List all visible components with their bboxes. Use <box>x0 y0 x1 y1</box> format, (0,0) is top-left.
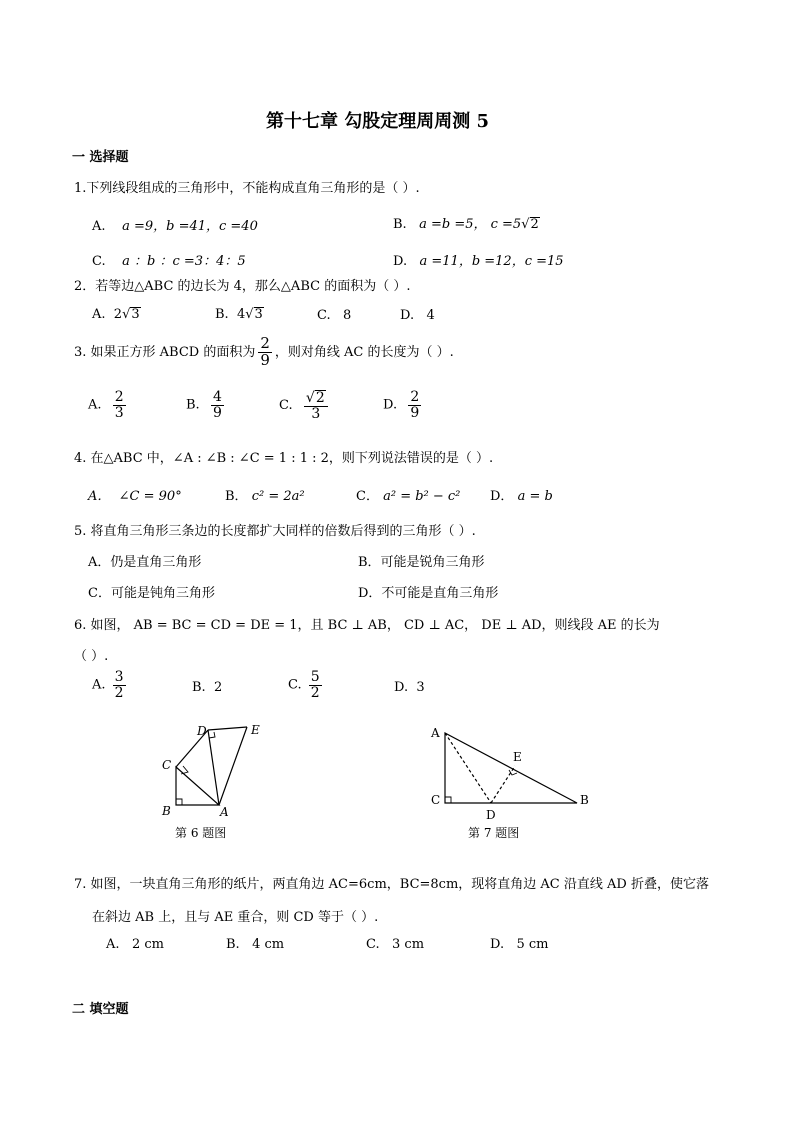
q7-stem-line2: 在斜边 AB 上，且与 AE 重合，则 CD 等于（ ）. <box>92 910 379 925</box>
fig6-label-e: E <box>251 723 260 737</box>
q4-option-b: B． c² = 2a² <box>225 489 305 504</box>
fig6-label-c: C <box>162 758 172 772</box>
fig7-label-c: C <box>431 793 441 807</box>
fig7-label-b: B <box>580 793 589 807</box>
q6-option-b: B. 2 <box>192 680 223 695</box>
fig7-triangle-acb <box>445 733 577 803</box>
q2-option-d: D. 4 <box>400 308 435 323</box>
q5-option-a: A．仍是直角三角形 <box>88 555 202 570</box>
q2-option-b: B. 4√3 <box>215 307 263 322</box>
fig7-segment-de <box>491 766 515 803</box>
q4-option-d: D． a = b <box>490 489 553 504</box>
q5-option-d: D．不可能是直角三角形 <box>358 586 499 601</box>
fig6-label-b: B <box>162 804 171 818</box>
q1-option-b: B. a =b =5， c =5√2 <box>393 217 539 232</box>
fig7-label-d: D <box>486 808 496 822</box>
q7-option-d: D. 5 cm <box>490 937 549 952</box>
page-title: 第十七章 勾股定理周周测 5 <box>266 111 490 132</box>
section-fill-heading: 二 填空题 <box>72 1002 129 1017</box>
q3-option-a: A. $\frac{2}{3}$ <box>88 389 124 421</box>
section-choice-heading: 一 选择题 <box>72 150 129 165</box>
q4-option-a: A． ∠C = 90° <box>88 489 182 504</box>
q6-stem-line1: 6. 如图， AB = BC = CD = DE = 1，且 BC ⊥ AB， CD ⊥ AC， DE ⊥ AD，则线段 AE 的长为 <box>74 618 660 633</box>
q6-option-c: C. $\frac{5}{2}$ <box>288 669 320 701</box>
q3-option-d: D. $\frac{2}{9}$ <box>383 389 420 421</box>
figure-6 <box>150 715 280 827</box>
fig7-fold-line-ad <box>445 733 491 803</box>
q1-option-c: C. a ：b ：c =3：4：5 <box>92 254 246 269</box>
q1-option-a: A. a =9，b =41，c =40 <box>92 219 258 234</box>
q6-option-a: A. $\frac{3}{2}$ <box>92 669 124 701</box>
q4-option-c: C． a² = b² − c² <box>356 489 461 504</box>
fig6-label-d: D <box>197 724 207 738</box>
q7-option-a: A. 2 cm <box>106 937 164 952</box>
fig6-segment-de <box>208 727 247 730</box>
fig7-label-e: E <box>513 750 522 764</box>
q2-option-c: C. 8 <box>317 308 352 323</box>
q2-stem: 2．若等边△ABC 的边长为 4，那么△ABC 的面积为（ ）. <box>74 279 411 294</box>
figure-7-caption: 第 7 题图 <box>468 826 520 840</box>
q7-option-b: B. 4 cm <box>226 937 285 952</box>
q2-option-a: A. 2√3 <box>92 307 140 322</box>
q3-option-b: B. $\frac{4}{9}$ <box>186 389 222 421</box>
fig7-label-a: A <box>431 726 440 740</box>
q1-stem: 1.下列线段组成的三角形中，不能构成直角三角形的是（ ）. <box>74 181 420 196</box>
q3-stem: 3. 如果正方形 ABCD 的面积为 $\frac{2}{9}$ ，则对角线 AC 的长度为（ ）. <box>74 334 454 369</box>
q7-stem-line1: 7. 如图，一块直角三角形的纸片，两直角边 AC=6cm，BC=8cm，现将直角边 AC 沿直线 AD 折叠，使它落 <box>74 877 709 892</box>
fig6-right-angle-d <box>209 732 215 738</box>
fig6-label-a: A <box>220 805 229 819</box>
q5-option-c: C．可能是钝角三角形 <box>88 586 215 601</box>
fig7-right-angle-c <box>445 797 451 803</box>
figure-6-caption: 第 6 题图 <box>175 826 227 840</box>
q7-option-c: C. 3 cm <box>366 937 425 952</box>
q5-stem: 5. 将直角三角形三条边的长度都扩大同样的倍数后得到的三角形（ ）. <box>74 524 476 539</box>
fig6-right-angle-b <box>176 799 182 805</box>
q6-option-d: D. 3 <box>394 680 425 695</box>
fig6-segment-ea <box>219 727 247 805</box>
fig6-segment-da <box>208 730 219 805</box>
q1-option-d: D. a =11，b =12，c =15 <box>393 254 564 269</box>
q5-option-b: B．可能是锐角三角形 <box>358 555 485 570</box>
q4-stem: 4. 在△ABC 中，∠A : ∠B : ∠C = 1 : 1 : 2，则下列说法错误的是（ ）. <box>74 451 494 466</box>
q6-stem-line2: （ ）. <box>74 649 109 664</box>
figure-7 <box>425 725 595 825</box>
q3-option-c: C. $\frac{√2}{3}$ <box>279 390 331 421</box>
